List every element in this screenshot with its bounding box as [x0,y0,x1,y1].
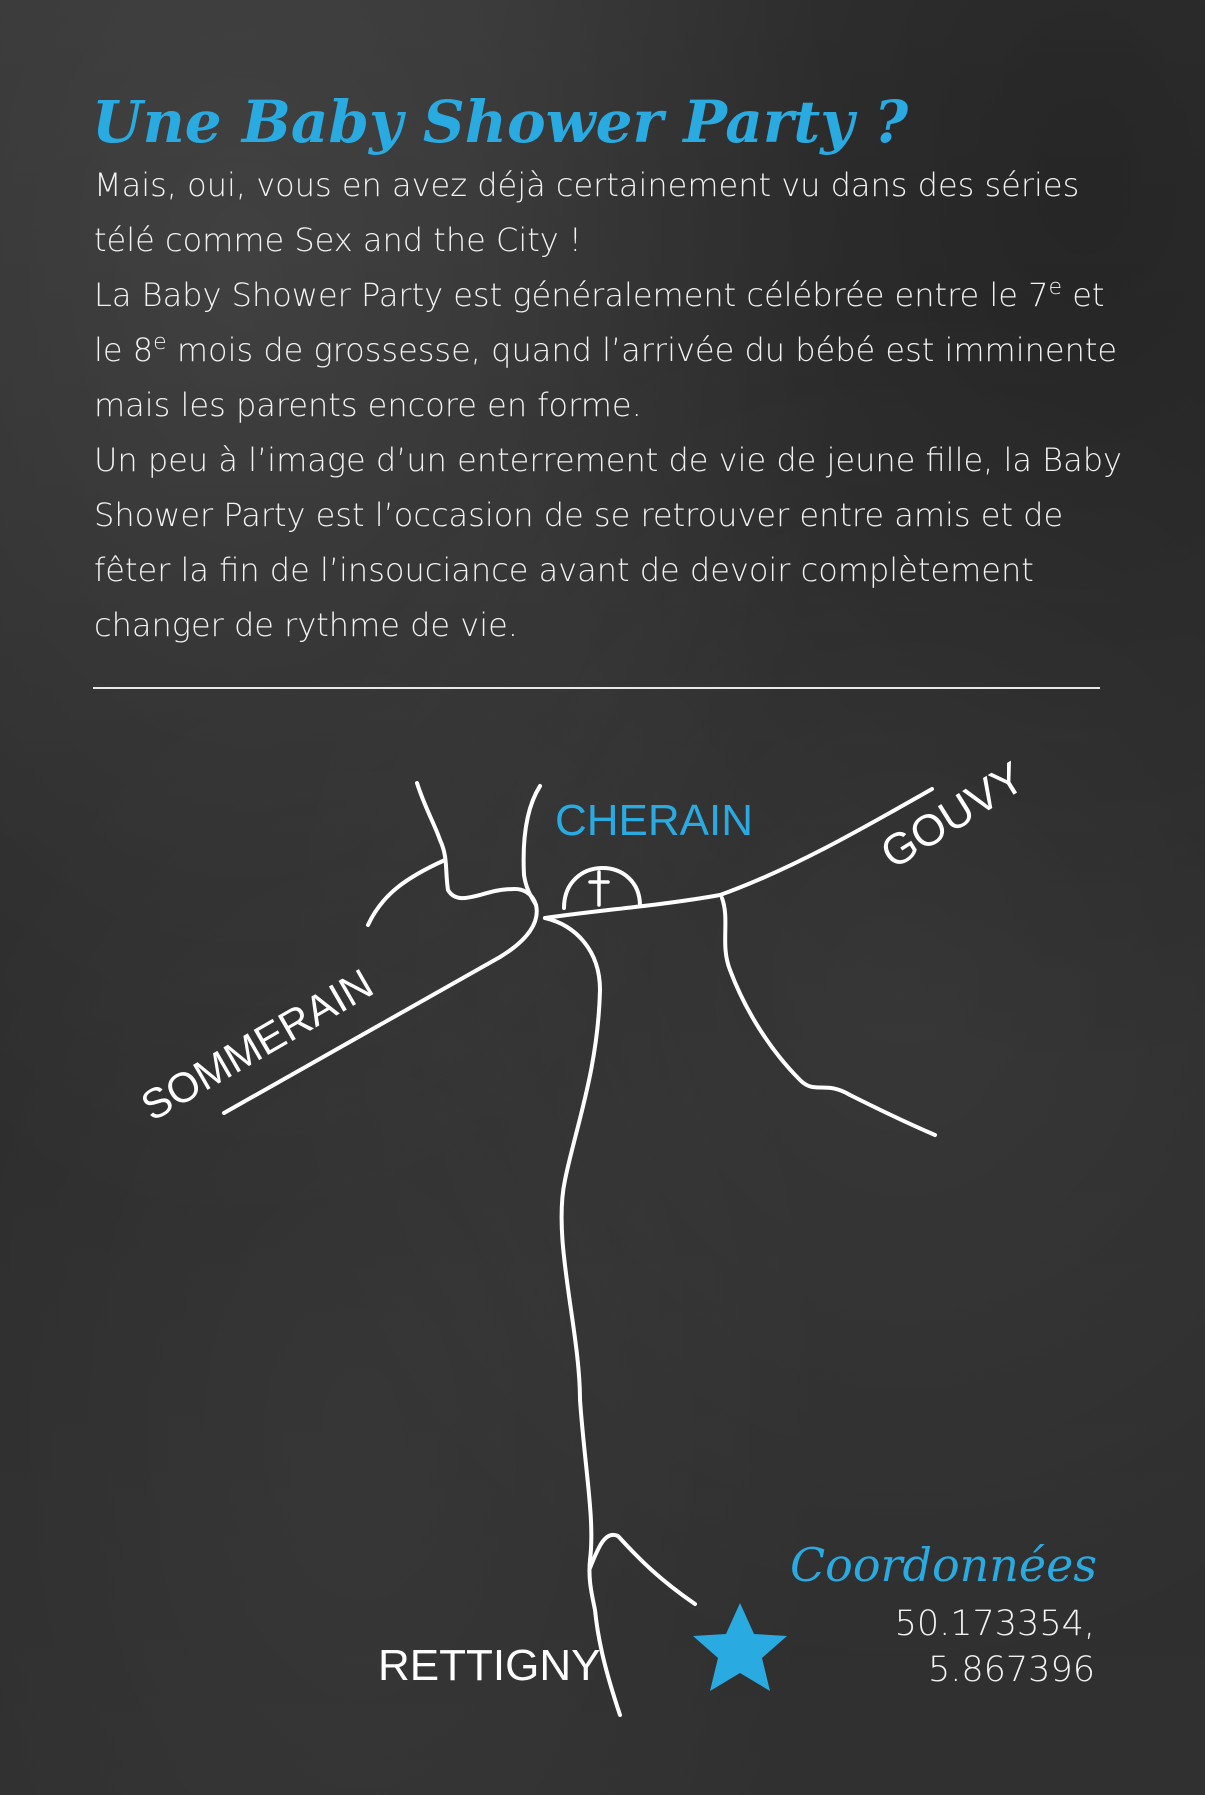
road-west-branch [368,860,445,925]
paragraph-2-end: mois de grossesse, quand l’arrivée du bébé est imminente mais les parents encore en forme. [94,331,1118,424]
map-label-cherain: CHERAIN [555,796,754,845]
cross-icon [590,872,608,905]
road-church-loop [545,918,620,1715]
paragraph-2-middle: et le 8 [94,276,1105,369]
coordinates-longitude: 5.867396 [927,1650,1095,1690]
road-east-fork [722,898,935,1135]
road-north [524,786,540,905]
invitation-title: Une Baby Shower Party ? [92,88,909,156]
map-label-sommerain: SOMMERAIN [133,959,381,1130]
map-label-gouvy: GOUVY [872,752,1034,879]
coordinates-title: Coordonnées [789,1538,1097,1592]
road-to-destination [590,1535,695,1604]
intro-paragraph-1: Mais, oui, vous en avez déjà certainement vu dans des séries télé comme Sex and the City ! [94,166,1080,259]
ordinal-suffix-8: e [153,330,167,355]
church-arc [564,868,640,908]
intro-paragraph-3: Un peu à l’image d’un enterrement de vie de jeune fille, la Baby Shower Party est l’occasion de se retrouver entre amis et de fêter la fin de l’insouciance avant de devoir complètement changer de rythme de vie. [94,441,1122,644]
coordinates-latitude: 50.173354, [894,1604,1095,1644]
paragraph-2-start: La Baby Shower Party est généralement célébrée entre le 7 [94,276,1049,314]
star-icon [693,1603,787,1691]
map-label-rettigny: RETTIGNY [378,1641,601,1690]
ordinal-suffix-7: e [1048,275,1063,300]
